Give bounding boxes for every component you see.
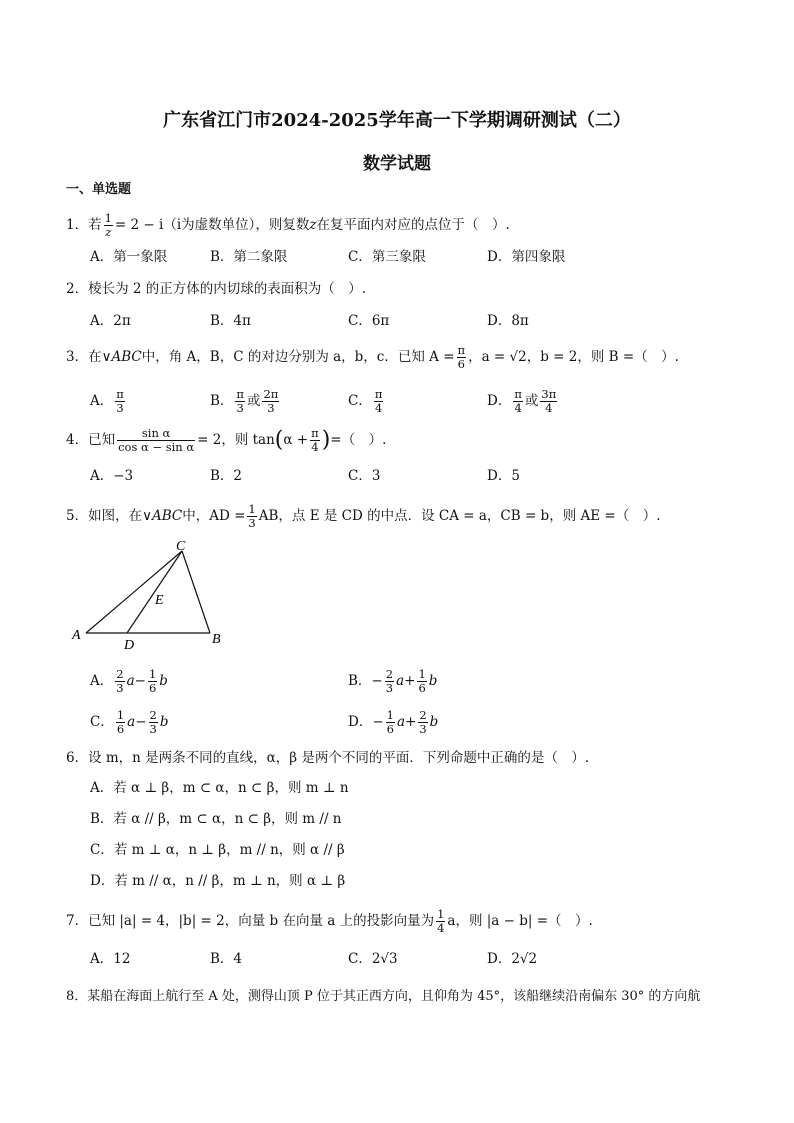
q5-c-label: C． [90, 714, 114, 730]
label-e: E [155, 593, 164, 608]
q1-frac-den: z [105, 225, 112, 239]
q4-option-b: B．2 [210, 468, 243, 484]
q7-prefix: 7．已知 |a| = 4，|b| = 2，向量 b 在向量 a 上的投影向量为 [66, 913, 435, 929]
q5-d-op: + [405, 714, 417, 730]
q7-option-d: D．2√2 [487, 951, 538, 967]
q5-d-v1: a [396, 714, 406, 730]
q6-option-d: D．若 m // α，n // β，m ⊥ n，则 α ⊥ β [90, 873, 346, 889]
q1-option-c: C．第三象限 [348, 249, 426, 265]
q3-a-num: π [116, 387, 124, 401]
q3-c-num: π [374, 387, 383, 401]
q3-b-num2: 2π [263, 387, 279, 401]
q3-d-label: D． [487, 393, 512, 409]
q5-d-n2: 2 [419, 708, 427, 722]
q4-inner-frac [310, 427, 320, 454]
q5-option-b [348, 668, 437, 695]
q3-b-label: B． [210, 393, 234, 409]
q4-mid: = 2，则 tan [197, 432, 275, 448]
q5-b-frac2 [417, 668, 426, 695]
q5-a-label: A． [90, 673, 114, 689]
q7-fraction [436, 908, 445, 935]
q3-b-frac2 [262, 388, 279, 415]
document-subtitle: 数学试题 [363, 154, 431, 174]
q5-a-v2: b [159, 673, 168, 689]
q3-post: ，a = √2，b = 2，则 B =（ ）. [468, 349, 679, 365]
q5-c-n2: 2 [149, 708, 157, 722]
question-1 [66, 212, 510, 239]
q3-mid: 中，角 A，B，C 的对边分别为 a，b，c．已知 A = [141, 349, 455, 365]
triangle-figure [66, 535, 246, 655]
q5-a-v1: a [126, 673, 135, 689]
q4-paren-open: ( [274, 427, 284, 453]
q5-option-d [348, 709, 438, 736]
q3-b-den2: 3 [267, 401, 275, 415]
q5-c-op: − [135, 714, 147, 730]
q5-c-frac1 [116, 709, 125, 736]
q2-option-d: D．8π [487, 313, 529, 329]
q5-b-pre: − [371, 673, 383, 689]
q6-option-b: B．若 α // β，m ⊂ α，n ⊂ β，则 m // n [90, 811, 342, 827]
segment-ac [86, 551, 182, 633]
q5-b-n2: 1 [418, 667, 426, 681]
label-d: D [124, 638, 135, 653]
label-b: B [212, 632, 221, 647]
question-2: 2．棱长为 2 的正方体的内切球的表面积为（ ）. [66, 281, 367, 297]
q1-option-b: B．第二象限 [210, 249, 288, 265]
q5-frac-num: 1 [248, 502, 256, 516]
q5-a-d1: 3 [116, 681, 124, 695]
q7-post: a，则 |a − b| =（ ）. [447, 913, 593, 929]
q1-option-d: D．第四象限 [487, 249, 566, 265]
q1-mid: = 2 − i（i为虚数单位），则复数 [114, 217, 310, 233]
q5-frac-den: 3 [248, 516, 256, 530]
q3-prefix: 3．在∨ [66, 349, 112, 365]
q4-post: =（ ）. [330, 432, 387, 448]
q5-option-c [90, 709, 169, 736]
q3-c-frac [374, 388, 384, 415]
q3-d-frac [513, 388, 523, 415]
q2-option-b: B．4π [210, 313, 251, 329]
q5-d-frac1 [386, 709, 395, 736]
q5-d-n1: 1 [386, 708, 394, 722]
q3-c-den: 4 [374, 401, 383, 415]
q5-c-d2: 3 [149, 722, 157, 736]
q4-inner-num: π [311, 426, 319, 440]
q3-d-num: π [514, 387, 522, 401]
label-a: A [72, 628, 81, 643]
q4-inner-den: 4 [311, 440, 319, 454]
section-heading: 一、单选题 [66, 182, 132, 197]
q4-option-c: C．3 [348, 468, 381, 484]
q1-option-a: A．第一象限 [90, 249, 168, 265]
q3-b-or: 或 [246, 393, 261, 409]
q5-c-frac2 [149, 709, 158, 736]
q2-option-c: C．6π [348, 313, 390, 329]
q3-triangle: ABC [111, 349, 142, 365]
q3-option-c [348, 388, 385, 415]
q4-frac-num: sin α [117, 427, 195, 441]
q4-inner: α + [283, 432, 309, 448]
question-4 [66, 427, 386, 454]
q6-option-c: C．若 m ⊥ α，n ⊥ β，m // n，则 α // β [90, 842, 345, 858]
question-7 [66, 908, 593, 935]
q5-a-op: − [134, 673, 146, 689]
q1-fraction [104, 212, 113, 239]
q5-d-d2: 3 [419, 722, 427, 736]
q3-frac-num: π [457, 343, 466, 357]
q3-c-label: C． [348, 393, 372, 409]
q3-b-num: π [236, 387, 244, 401]
q5-c-d1: 6 [116, 722, 125, 736]
q3-d-frac2 [540, 388, 557, 415]
q4-option-a: A．−3 [90, 468, 134, 484]
q4-frac-den: cos α − sin α [118, 440, 195, 454]
q5-a-frac2 [148, 668, 157, 695]
q5-b-n1: 2 [385, 667, 394, 681]
q5-post: AB，点 E 是 CD 的中点．设 CA = a，CB = b，则 AE =（ ）. [258, 508, 661, 524]
q5-b-op: + [404, 673, 416, 689]
segment-cb [182, 551, 210, 633]
q5-b-v1: a [396, 673, 405, 689]
q5-b-label: B． [348, 673, 372, 689]
q3-b-frac [235, 388, 245, 415]
question-3 [66, 344, 679, 371]
q4-paren-close: ) [321, 427, 331, 453]
q5-a-n2: 1 [148, 667, 157, 681]
q5-fraction [247, 503, 256, 530]
q5-d-pre: − [372, 714, 384, 730]
question-6: 6．设 m，n 是两条不同的直线，α，β 是两个不同的平面．下列命题中正确的是（ ）. [66, 750, 590, 766]
label-c: C [176, 539, 186, 554]
q2-option-a: A．2π [90, 313, 131, 329]
q5-c-v2: b [159, 714, 169, 730]
q5-c-n1: 1 [116, 708, 125, 722]
q5-triangle: ABC [151, 508, 183, 524]
q3-a-label: A． [90, 393, 114, 409]
q3-d-num2: 3π [541, 387, 557, 401]
question-5 [66, 503, 660, 530]
q5-a-n1: 2 [116, 667, 124, 681]
q4-prefix: 4．已知 [66, 432, 116, 448]
q1-post: 在复平面内对应的点位于（ ）. [316, 217, 510, 233]
q7-frac-den: 4 [437, 921, 445, 935]
segment-dc [127, 551, 182, 633]
q3-frac-den: 6 [457, 357, 465, 371]
q6-option-a: A．若 α ⊥ β，m ⊂ α，n ⊂ β，则 m ⊥ n [90, 780, 349, 796]
q7-option-a: A．12 [90, 951, 131, 967]
q5-prefix: 5．如图，在∨ [66, 508, 152, 524]
q3-a-frac [115, 388, 125, 415]
question-8: 8．某船在海面上航行至 A 处，测得山顶 P 位于其正西方向，且仰角为 45°，该船继续沿南偏东 30° 的方向航 [66, 989, 701, 1004]
q7-frac-num: 1 [437, 907, 445, 921]
q5-mid: 中，AD = [182, 508, 246, 524]
q5-option-a [90, 668, 168, 695]
q3-d-den2: 4 [545, 401, 553, 415]
q5-a-frac1 [115, 668, 124, 695]
document-title: 广东省江门市2024-2025学年高一下学期调研测试（二） [163, 110, 631, 131]
q1-var: z [309, 217, 317, 233]
q4-option-d: D．5 [487, 468, 520, 484]
q5-d-d1: 6 [386, 722, 394, 736]
q7-option-b: B．4 [210, 951, 243, 967]
q3-a-den: 3 [116, 401, 124, 415]
q1-prefix: 1．若 [66, 217, 102, 233]
q3-option-d [487, 388, 559, 415]
q5-b-d1: 3 [385, 681, 394, 695]
q3-d-den: 4 [514, 401, 522, 415]
q7-option-c: C．2√3 [348, 951, 398, 967]
q3-option-b [210, 388, 281, 415]
q1-frac-num: 1 [104, 211, 112, 225]
q5-b-frac1 [385, 668, 394, 695]
q3-option-a [90, 388, 127, 415]
q5-b-d2: 6 [418, 681, 426, 695]
q3-d-or: 或 [524, 393, 539, 409]
q5-b-v2: b [428, 673, 438, 689]
q5-c-v1: a [127, 714, 136, 730]
q4-fraction [117, 427, 195, 454]
q5-d-frac2 [418, 709, 427, 736]
q3-b-den: 3 [236, 401, 244, 415]
q5-d-v2: b [429, 714, 439, 730]
q5-d-label: D． [348, 714, 373, 730]
q5-a-d2: 6 [148, 681, 157, 695]
q3-fraction [457, 344, 467, 371]
